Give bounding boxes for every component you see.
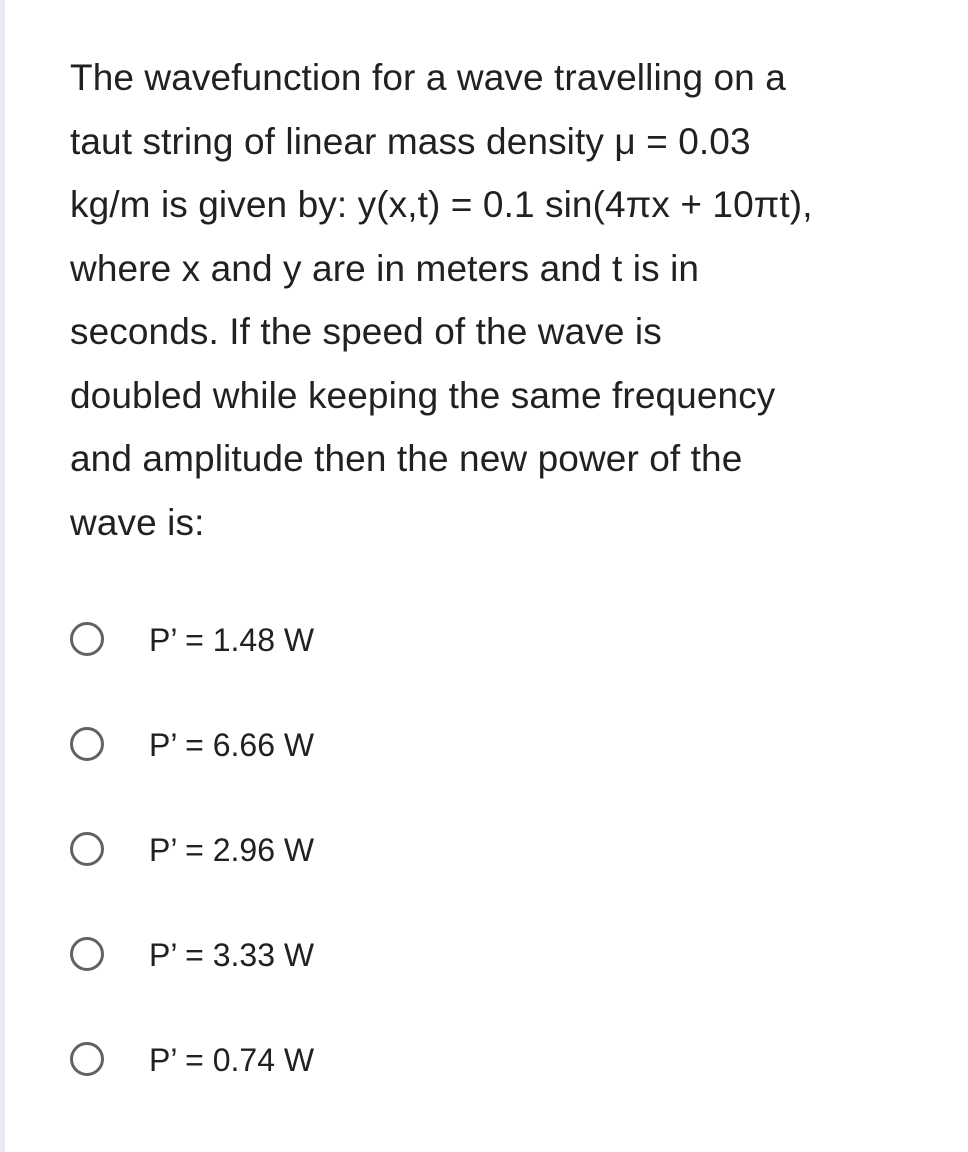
question-text [70,46,930,554]
question-line: where x and y are in meters and t is in [70,247,700,289]
answer-option-2[interactable] [70,723,930,828]
answer-option-4[interactable] [70,933,930,1038]
question-line: and amplitude then the new power of the [70,438,743,479]
left-edge-border [0,0,5,1152]
question-line: seconds. If the speed of the wave is [70,311,662,352]
answer-option-label[interactable]: P’ = 0.74 W [149,1042,315,1078]
answer-option-1[interactable] [70,618,930,723]
radio-button-icon[interactable] [70,1042,104,1076]
radio-button-icon[interactable] [70,622,104,656]
answer-option-label[interactable]: P’ = 6.66 W [149,727,315,763]
question-line: kg/m is given by: y(x,t) = 0.1 sin(4πx + 10πt), [70,184,813,225]
question-line: wave is: [70,501,205,543]
answer-option-5[interactable] [70,1038,930,1143]
answer-option-3[interactable] [70,828,930,933]
radio-button-icon[interactable] [70,832,104,866]
answer-option-label[interactable]: P’ = 1.48 W [149,622,315,658]
answer-option-label[interactable]: P’ = 3.33 W [149,937,315,973]
radio-button-icon[interactable] [70,937,104,971]
question-line: doubled while keeping the same frequency [70,374,776,416]
answer-options [70,618,930,1143]
radio-button-icon[interactable] [70,727,104,761]
question-line: taut string of linear mass density μ = 0.03 [70,120,751,162]
answer-option-label[interactable]: P’ = 2.96 W [149,832,315,868]
question-line: The wavefunction for a wave travelling on a [70,57,786,98]
